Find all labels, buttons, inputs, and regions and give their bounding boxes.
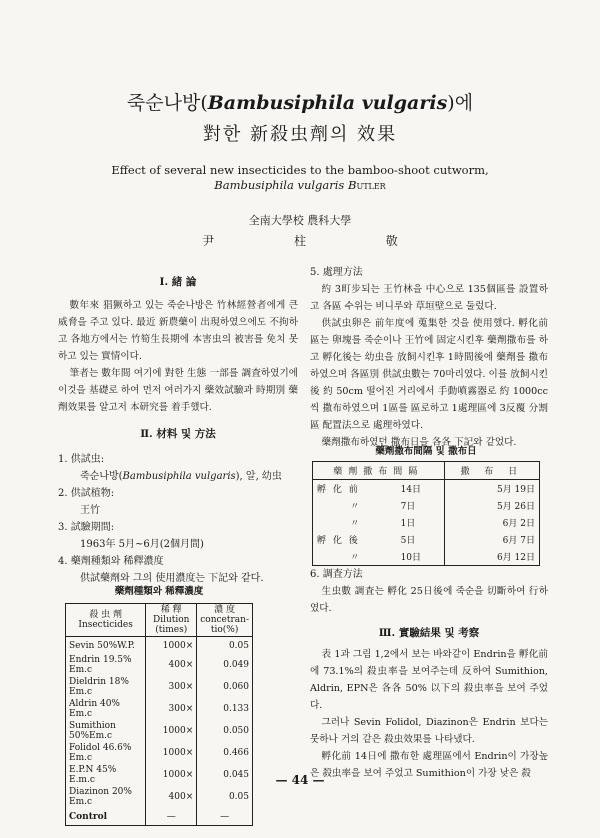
table1-cell-name: Dieldrin 18% Em.c xyxy=(69,677,129,697)
table2-caption: 藥劑撒布間隔 및 撒布日 xyxy=(375,446,477,457)
insecticide-table xyxy=(65,603,253,826)
table-row xyxy=(313,531,540,548)
intro-paragraph-2: 筆者는 數年間 여기에 對한 生態 一部를 調査하였기에 이것을 基礎로 하여 먼저 여러가지 藥效試驗과 時期別 藥劑效果를 알고저 本研究를 着手했다. xyxy=(58,368,298,413)
table2-cell-group: 孵 化 後 xyxy=(317,536,360,546)
material-3-label: 3. 試驗期間: xyxy=(58,522,115,533)
material-1-value: 죽순나방(Bambusiphila vulgaris), 알, 幼虫 xyxy=(80,471,282,482)
table1-header-insecticide: 殺 虫 劑 Insecticides xyxy=(66,604,146,637)
table2-cell-date: 6月 12日 xyxy=(444,548,539,566)
table1-cell-concentration: 0.05 xyxy=(197,786,253,808)
table2-cell-ditto: 〃 xyxy=(350,519,360,529)
table2-cell-date: 5月 19日 xyxy=(444,480,539,498)
table1-cell-concentration: 0.045 xyxy=(197,764,253,786)
table2-cell-date: 6月 7日 xyxy=(444,531,539,548)
table1-cell-name: Endrin 19.5% Em.c xyxy=(69,655,132,675)
table1-cell-name: Sumithion 50%Em.c xyxy=(69,721,116,741)
results-paragraph-1: 表 1과 그림 1,2에서 보는 바와같이 Endrin을 孵化前에 73.1%의 殺虫率을 보여주는데 反하여 Sumithion, Aldrin, EPN은 各各 50% 以下의 殺虫率을 보여 주었다. xyxy=(310,649,548,711)
table-row xyxy=(313,548,540,566)
section-heading-introduction: Ⅰ. 緒 論 xyxy=(159,276,197,288)
material-4-label: 4. 藥劑種類와 稀釋濃度 xyxy=(58,556,164,567)
table1-header-concentration: 濃 度 concetran- tio(%) xyxy=(197,604,253,637)
method-5-paragraph-3: 藥劑撒布하였던 撒布日을 各各 下記와 같었다. xyxy=(321,437,517,448)
method-6-label: 6. 調査方法 xyxy=(310,569,363,580)
intro-paragraph-1: 數年來 猖獗하고 있는 죽순나방은 竹林經營者에게 큰 威脅을 주고 있다. 最近 新農藥이 出現하였으에도 不拘하고 各地方에서는 竹筍生長期에 本害虫의 被害를 免치 못하고 있는 實情이다. xyxy=(58,300,298,362)
right-column xyxy=(310,264,548,451)
table-row xyxy=(66,676,253,698)
table1-cell-dilution: 300× xyxy=(146,676,197,698)
left-column xyxy=(58,274,298,587)
table1-caption: 藥劑種類와 稀釋濃度 xyxy=(114,586,204,597)
table-row xyxy=(313,514,540,531)
table1-cell-concentration: 0.060 xyxy=(197,676,253,698)
table2-cell-date: 5月 26日 xyxy=(444,497,539,514)
table1-cell-concentration: 0.05 xyxy=(197,637,253,655)
table1-cell-concentration: — xyxy=(197,808,253,826)
table1-header-dilution: 稀 釋 Dilution (times) xyxy=(146,604,197,637)
table1-cell-dilution: — xyxy=(146,808,197,826)
table1-cell-name: Aldrin 40% Em.c xyxy=(69,699,120,719)
table2-cell-ditto: 〃 xyxy=(350,502,360,512)
table1-cell-dilution: 1000× xyxy=(146,742,197,764)
material-3-value: 1963年 5月~6月(2個月間) xyxy=(80,539,204,550)
results-paragraph-2: 그러나 Sevin Folidol, Diazinon은 Endrin 보다는 뭇하나 거의 같은 殺虫效果를 나타냈다. xyxy=(310,717,548,745)
table-row xyxy=(66,698,253,720)
section-heading-methods: Ⅱ. 材料 및 方法 xyxy=(140,428,216,440)
results-paragraph-3: 孵化前 14日에 撒布한 處理區에서 Endrin이 가장높은 殺虫率을 보여 주었고 Sumithion이 가장 낮은 殺 xyxy=(310,751,548,779)
table-row xyxy=(66,720,253,742)
korean-title-line2: 對한 新殺虫劑의 效果 xyxy=(202,124,398,145)
material-2-label: 2. 供試植物: xyxy=(58,488,115,499)
english-title-line1: Effect of several new insecticides to the bamboo-shoot cutworm, xyxy=(111,163,489,177)
author: 尹 柱 敬 xyxy=(202,234,436,248)
method-5-paragraph-1: 約 3町步되는 王竹林을 中心으로 135個區를 設置하고 各區 수위는 비니루와 草垣壁으로 둘렀다. xyxy=(310,284,548,312)
method-5-label: 5. 處理方法 xyxy=(310,267,363,278)
table1-cell-concentration: 0.049 xyxy=(197,654,253,676)
table1-cell-concentration: 0.050 xyxy=(197,720,253,742)
table1-cell-dilution: 1000× xyxy=(146,764,197,786)
material-1-label: 1. 供試虫: xyxy=(58,454,105,465)
table1-cell-dilution: 1000× xyxy=(146,637,197,655)
korean-title-line1: 죽순나방(Bambusiphila vulgaris)에 xyxy=(126,92,474,114)
table1-cell-concentration: 0.133 xyxy=(197,698,253,720)
table1-cell-dilution: 1000× xyxy=(146,720,197,742)
table-row xyxy=(66,742,253,764)
table2-cell-interval: 1日 xyxy=(400,519,416,529)
table1-cell-name: Control xyxy=(69,811,108,822)
section-heading-results: Ⅲ. 實驗結果 및 考察 xyxy=(378,627,480,639)
table2-cell-group: 孵 化 前 xyxy=(317,485,360,495)
table2-cell-interval: 7日 xyxy=(400,502,416,512)
method-6-paragraph: 生虫數 調査는 孵化 25日後에 죽순을 切斷하여 行하였다. xyxy=(310,586,548,614)
table2-header-interval: 藥劑撒布間隔 xyxy=(313,462,445,480)
table2-cell-date: 6月 2日 xyxy=(444,514,539,531)
table1-cell-name: Sevin 50%W.P. xyxy=(69,640,135,651)
table-row xyxy=(66,654,253,676)
page-number: — 44 — xyxy=(275,773,325,787)
table-row xyxy=(66,786,253,808)
material-4-value: 供試藥劑와 그의 使用濃度는 下記와 같다. xyxy=(80,573,264,584)
table1-cell-concentration: 0.466 xyxy=(197,742,253,764)
english-title-line2: Bambusiphila vulgaris BUTLER xyxy=(214,178,386,192)
spray-schedule-table xyxy=(312,461,540,566)
table2-cell-interval: 10日 xyxy=(400,553,422,563)
affiliation: 全南大學校 農科大學 xyxy=(248,214,352,227)
table1-cell-dilution: 300× xyxy=(146,698,197,720)
right-column-lower xyxy=(310,566,548,782)
table-row xyxy=(66,808,253,826)
table1-cell-name: Diazinon 20% Em.c xyxy=(69,787,132,807)
table2-header-date: 撒 布 日 xyxy=(444,462,539,480)
method-5-paragraph-2: 供試虫卵은 前年度에 蒐集한 것을 使用했다. 孵化前區는 卵塊를 죽순이나 王竹에 固定시킨후 藥劑撒布를 하고 孵化後는 幼虫을 放飼시킨후 1時間後에 藥劑를 撒布하였으며 各區別 供試虫數는 70마리였다. 이를 放飼시킨後 約 50cm 떨어진 거리에서 手動噴霧器로 約 1000cc씩 撒布하였으며 1區를 區로하고 1處理區에 3反覆 分割區 配置法으로 處理하였다. xyxy=(310,318,548,431)
table1-cell-dilution: 400× xyxy=(146,786,197,808)
table-row xyxy=(313,480,540,498)
table1-cell-name: E.P.N 45% E.m.c xyxy=(69,765,117,785)
table2-cell-interval: 14日 xyxy=(400,485,422,495)
table1-cell-dilution: 400× xyxy=(146,654,197,676)
material-2-value: 王竹 xyxy=(80,505,100,516)
table2-cell-ditto: 〃 xyxy=(350,553,360,563)
table-row xyxy=(66,637,253,655)
table2-cell-interval: 5日 xyxy=(400,536,416,546)
table1-cell-name: Folidol 46.6% Em.c xyxy=(69,743,132,763)
table-row xyxy=(313,497,540,514)
